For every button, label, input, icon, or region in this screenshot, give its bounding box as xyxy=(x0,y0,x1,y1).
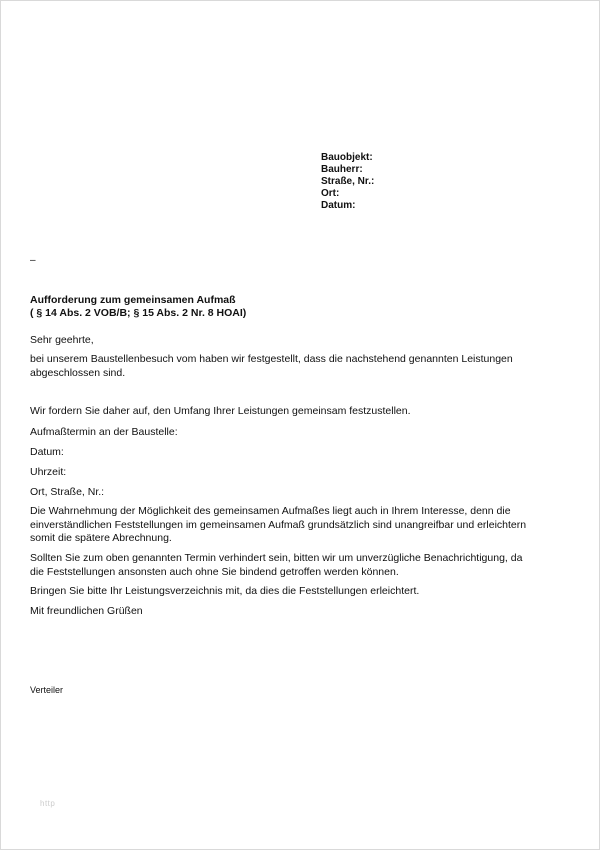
strasse-label: Straße, Nr.: xyxy=(321,176,375,187)
absence-paragraph xyxy=(30,552,575,579)
bauobjekt-label: Bauobjekt: xyxy=(321,152,373,163)
greeting: Sehr geehrte, xyxy=(30,334,94,346)
interest-line: einverständlichen Feststellungen im gemeinsamen Aufmaß grundsätzlich sind unangreifbar und erleichtern xyxy=(30,518,527,531)
subject-legal-reference: ( § 14 Abs. 2 VOB/B; § 15 Abs. 2 Nr. 8 HOAI) xyxy=(30,307,247,319)
interest-line: Die Wahrnehmung der Möglichkeit des gemeinsamen Aufmaßes liegt auch in Ihrem Interesse, denn die xyxy=(30,505,511,517)
appointment-place-label: Ort, Straße, Nr.: xyxy=(30,486,105,498)
interest-line: somit die spätere Abrechnung. xyxy=(30,532,172,544)
bauherr-label: Bauherr: xyxy=(321,164,363,175)
absence-line: Sollten Sie zum oben genannten Termin verhindert sein, bitten wir um unverzügliche Benachrichtigung, da xyxy=(30,552,523,564)
appointment-date-label: Datum: xyxy=(30,446,64,458)
appointment-time-label: Uhrzeit: xyxy=(30,466,67,478)
distribution-label: Verteiler xyxy=(30,685,64,695)
intro-line: abgeschlossen sind. xyxy=(30,366,126,379)
absence-line: die Feststellungen ansonsten auch ohne Sie bindend getroffen werden können. xyxy=(30,565,399,578)
interest-paragraph xyxy=(30,505,575,546)
intro-paragraph xyxy=(30,353,575,380)
project-info-block xyxy=(321,152,374,212)
intro-line: bei unserem Baustellenbesuch vom haben wir festgestellt, dass die nachstehend genannten Leistungen xyxy=(30,353,513,365)
appointment-label: Aufmaßtermin an der Baustelle: xyxy=(30,426,178,438)
closing-salutation: Mit freundlichen Grüßen xyxy=(30,605,143,617)
request-paragraph: Wir fordern Sie daher auf, den Umfang Ihrer Leistungen gemeinsam festzustellen. xyxy=(30,405,411,417)
datum-label: Datum: xyxy=(321,200,356,211)
bring-paragraph: Bringen Sie bitte Ihr Leistungsverzeichnis mit, da dies die Feststellungen erleichtert. xyxy=(30,585,420,597)
subject-title: Aufforderung zum gemeinsamen Aufmaß xyxy=(30,294,236,306)
letter-subject xyxy=(30,294,246,320)
recipient-placeholder-dash: – xyxy=(30,255,36,266)
ort-label: Ort: xyxy=(321,188,340,199)
watermark: http xyxy=(40,799,56,808)
